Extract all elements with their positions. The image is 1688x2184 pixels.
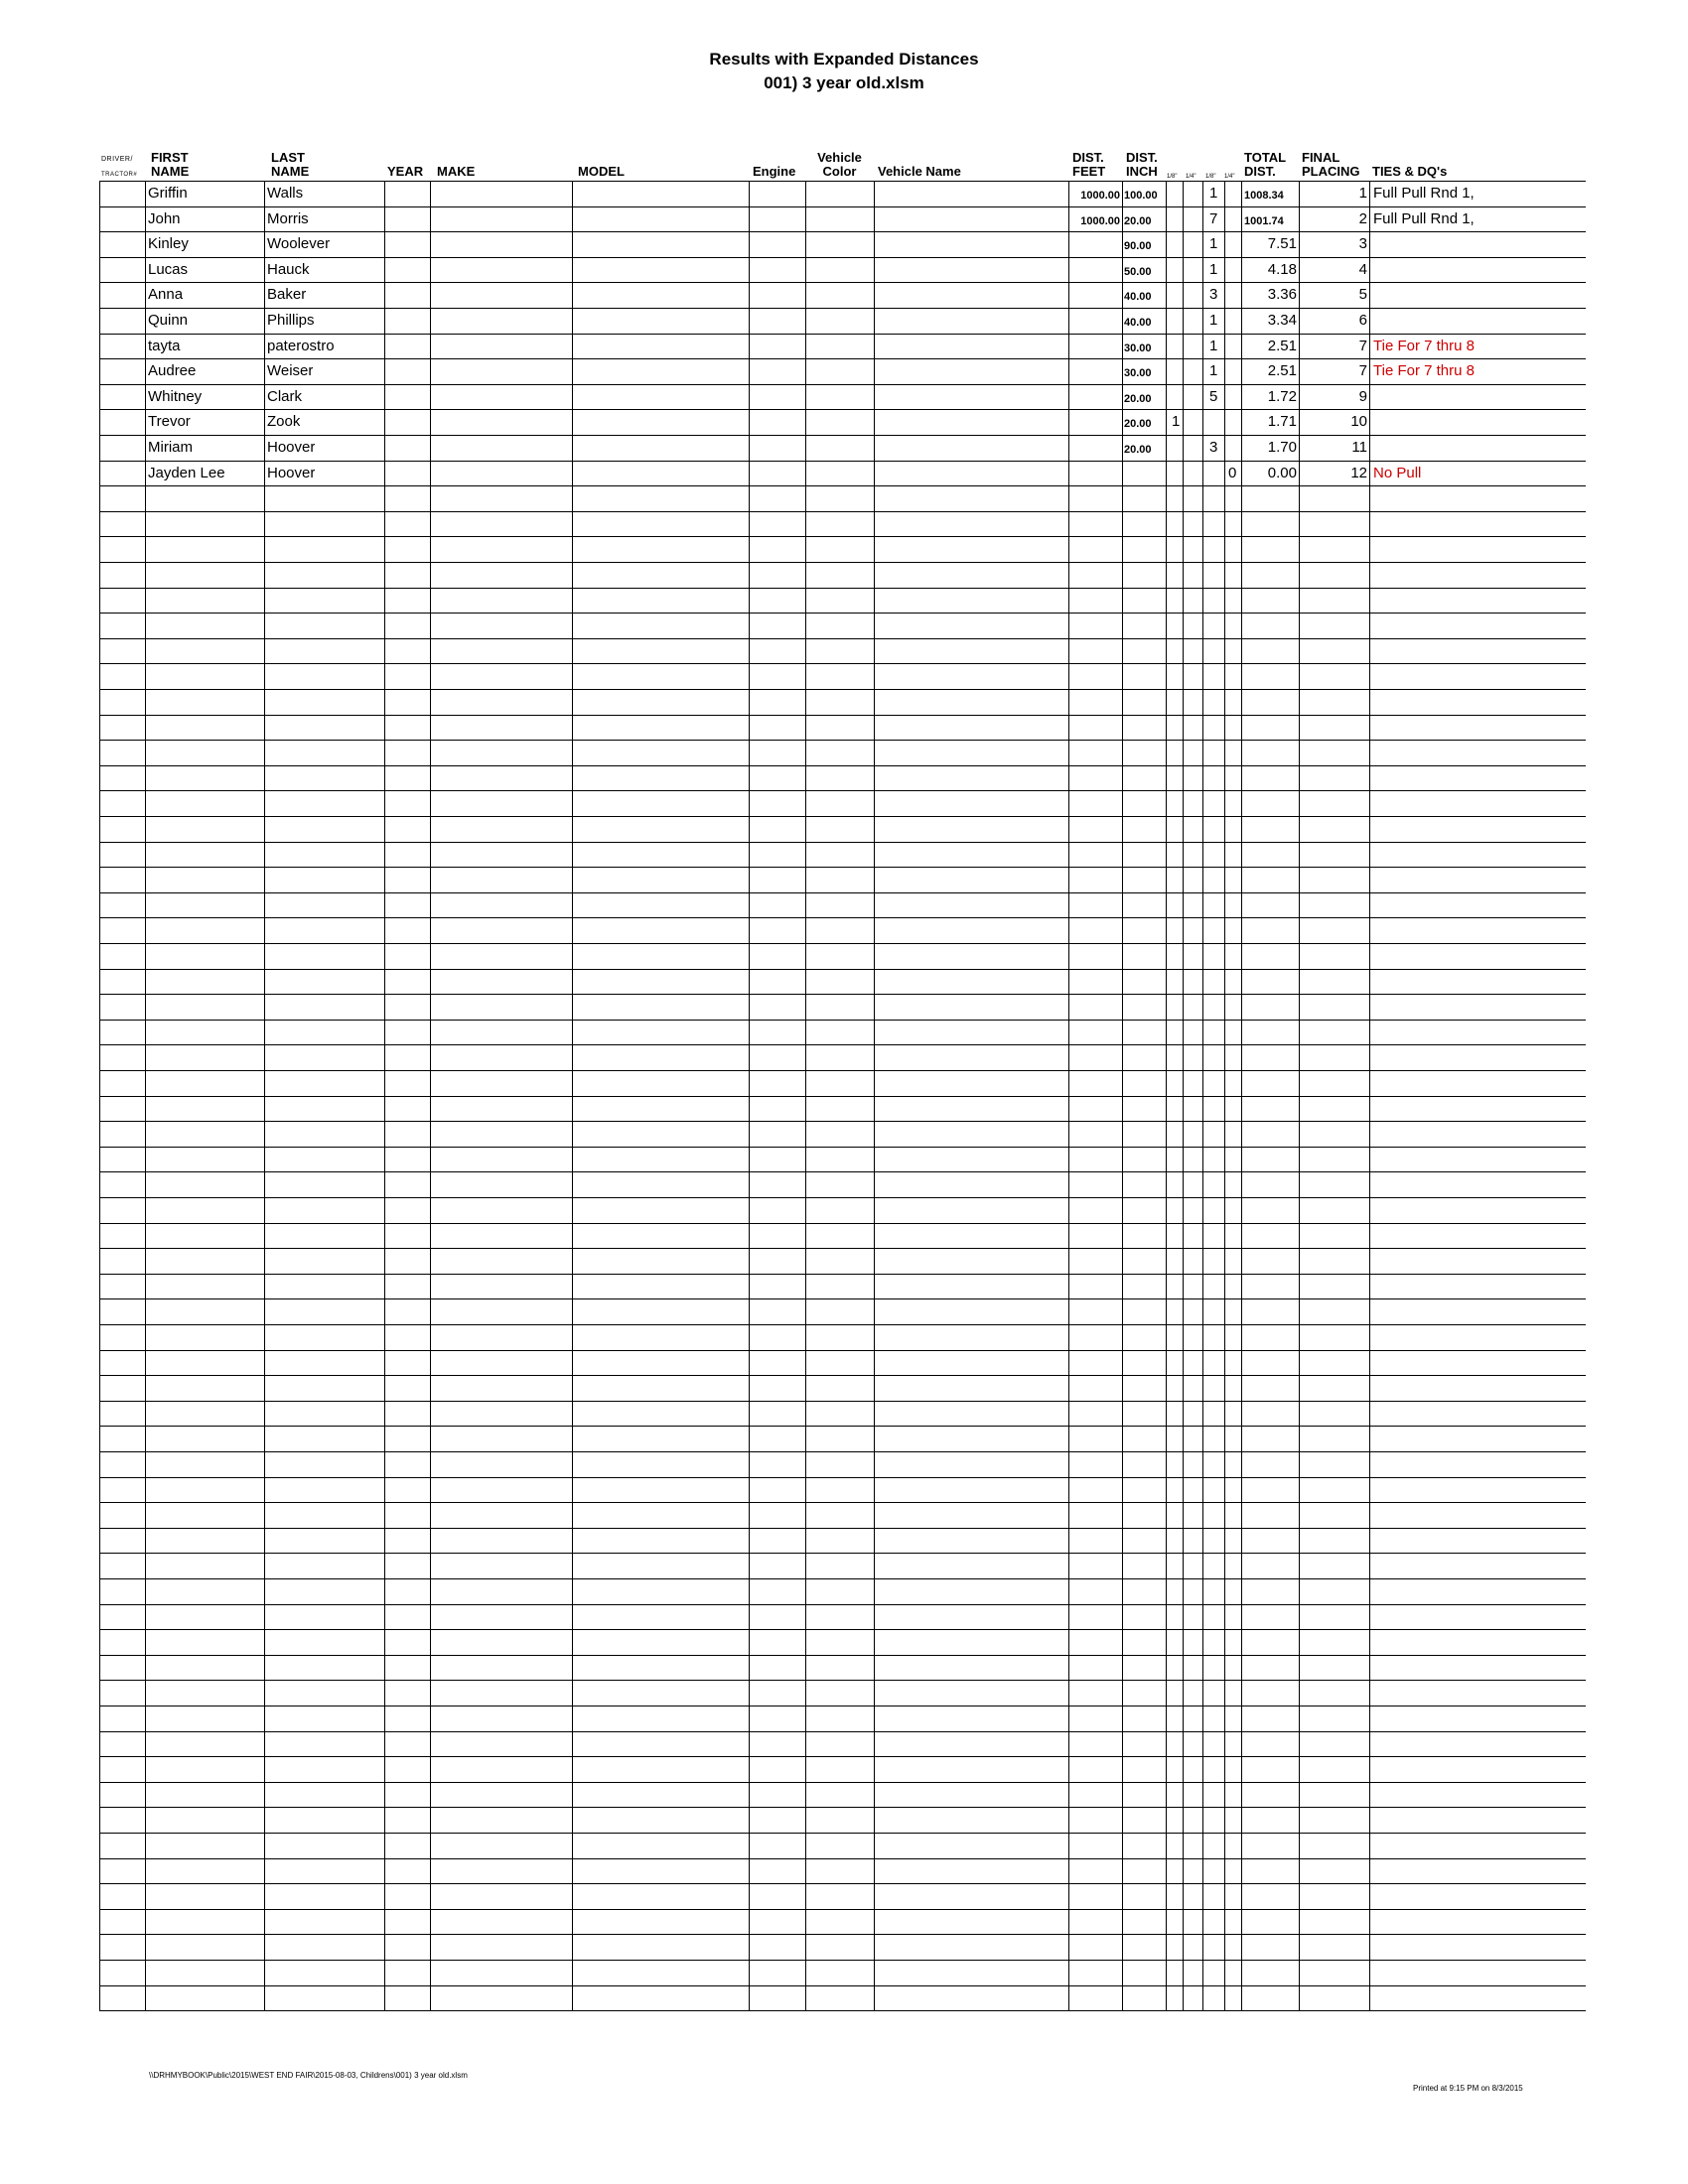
row-divider — [99, 1020, 1586, 1021]
column-divider — [1224, 181, 1225, 2010]
fraction-cell: 1 — [1209, 260, 1218, 278]
row-divider — [99, 231, 1586, 232]
dist-inch-cell: 40.00 — [1124, 317, 1152, 329]
last-name-cell: Hoover — [267, 439, 316, 456]
row-divider — [99, 943, 1586, 944]
total-dist-cell: 0.00 — [1267, 464, 1297, 481]
row-divider — [99, 1680, 1586, 1681]
row-divider — [99, 816, 1586, 817]
total-dist-cell: 3.36 — [1267, 286, 1297, 304]
fraction-cell: 1 — [1209, 312, 1218, 329]
row-divider — [99, 1451, 1586, 1452]
row-divider — [99, 892, 1586, 893]
row-divider — [99, 994, 1586, 995]
row-divider — [99, 461, 1586, 462]
row-divider — [99, 435, 1586, 436]
ties-dqs-cell: No Pull — [1373, 464, 1422, 481]
row-divider — [99, 1401, 1586, 1402]
row-divider — [99, 308, 1586, 309]
dist-feet-cell: 1000.00 — [1080, 190, 1120, 202]
column-divider — [805, 181, 806, 2010]
total-dist-cell: 1.71 — [1267, 413, 1297, 431]
total-dist-cell: 1.72 — [1267, 387, 1297, 405]
first-name-cell: Whitney — [148, 387, 203, 405]
total-dist-cell: 4.18 — [1267, 260, 1297, 278]
row-divider — [99, 715, 1586, 716]
column-divider — [1166, 181, 1167, 2010]
row-divider — [99, 358, 1586, 359]
dist-inch-cell: 20.00 — [1124, 392, 1152, 405]
header-driver-tractor: DRIVER/ — [101, 156, 133, 163]
row-divider — [99, 1350, 1586, 1351]
column-divider — [572, 181, 573, 2010]
header-fraction: 1/8" — [1205, 174, 1216, 180]
total-dist-cell: 3.34 — [1267, 312, 1297, 329]
dist-feet-cell: 1000.00 — [1080, 214, 1120, 227]
ties-dqs-cell: Full Pull Rnd 1, — [1373, 209, 1475, 227]
fraction-cell: 1 — [1209, 362, 1218, 380]
row-divider — [99, 206, 1586, 207]
total-dist-cell: 1001.74 — [1244, 214, 1284, 227]
header-fraction: 1/4" — [1186, 174, 1196, 180]
row-divider — [99, 2010, 1586, 2011]
header-engine: Engine — [753, 164, 796, 179]
header-ties-dqs: TIES & DQ's — [1372, 164, 1448, 179]
row-divider — [99, 1960, 1586, 1961]
final-placing-cell: 5 — [1358, 286, 1367, 304]
row-divider — [99, 1298, 1586, 1299]
row-divider — [99, 1858, 1586, 1859]
row-divider — [99, 1985, 1586, 1986]
row-divider — [99, 1756, 1586, 1757]
final-placing-cell: 7 — [1358, 362, 1367, 380]
fraction-cell: 7 — [1209, 209, 1218, 227]
row-divider — [99, 1324, 1586, 1325]
dist-inch-cell: 30.00 — [1124, 341, 1152, 354]
column-divider — [1122, 181, 1123, 2010]
first-name-cell: Audree — [148, 362, 197, 380]
ties-dqs-cell: Tie For 7 thru 8 — [1373, 337, 1475, 354]
row-divider — [99, 511, 1586, 512]
first-name-cell: Kinley — [148, 235, 189, 253]
row-divider — [99, 867, 1586, 868]
dist-inch-cell: 50.00 — [1124, 265, 1152, 278]
fraction-cell: 3 — [1209, 286, 1218, 304]
header-fraction: 1/8" — [1167, 174, 1178, 180]
row-divider — [99, 257, 1586, 258]
header-first-name: FIRST — [151, 150, 189, 165]
total-dist-cell: 2.51 — [1267, 362, 1297, 380]
row-divider — [99, 282, 1586, 283]
last-name-cell: Woolever — [267, 235, 331, 253]
print-timestamp: Printed at 9:15 PM on 8/3/2015 — [1413, 2084, 1523, 2093]
row-divider — [99, 740, 1586, 741]
row-divider — [99, 969, 1586, 970]
first-name-cell: Quinn — [148, 312, 189, 329]
row-divider — [99, 1629, 1586, 1630]
header-year: YEAR — [387, 164, 424, 179]
row-divider — [99, 1070, 1586, 1071]
column-divider — [384, 181, 385, 2010]
first-name-cell: tayta — [148, 337, 181, 354]
row-divider — [99, 1731, 1586, 1732]
header-final-placing: PLACING — [1302, 164, 1360, 179]
row-divider — [99, 765, 1586, 766]
column-divider — [749, 181, 750, 2010]
final-placing-cell: 9 — [1358, 387, 1367, 405]
row-divider — [99, 1782, 1586, 1783]
row-divider — [99, 1553, 1586, 1554]
dist-inch-cell: 20.00 — [1124, 444, 1152, 456]
row-divider — [99, 1578, 1586, 1579]
fraction-cell: 1 — [1209, 235, 1218, 253]
final-placing-cell: 7 — [1358, 337, 1367, 354]
final-placing-cell: 2 — [1358, 209, 1367, 227]
final-placing-cell: 12 — [1350, 464, 1367, 481]
fraction-cell: 1 — [1209, 185, 1218, 202]
row-divider — [99, 689, 1586, 690]
last-name-cell: Phillips — [267, 312, 315, 329]
row-divider — [99, 1197, 1586, 1198]
column-divider — [99, 181, 100, 2010]
file-path: \\DRHMYBOOK\Public\2015\WEST END FAIR\2015-08-03, Childrens\001) 3 year old.xlsm — [149, 2071, 468, 2080]
row-divider — [99, 1375, 1586, 1376]
row-divider — [99, 1909, 1586, 1910]
last-name-cell: Hoover — [267, 464, 316, 481]
header-total-dist: TOTAL — [1244, 150, 1287, 165]
header-dist-feet: DIST. — [1072, 150, 1104, 165]
row-divider — [99, 1121, 1586, 1122]
row-divider — [99, 1147, 1586, 1148]
header-dist-inch: DIST. — [1126, 150, 1158, 165]
last-name-cell: paterostro — [267, 337, 335, 354]
first-name-cell: Miriam — [148, 439, 193, 456]
row-divider — [99, 181, 1586, 182]
header-make: MAKE — [437, 164, 476, 179]
total-dist-cell: 2.51 — [1267, 337, 1297, 354]
final-placing-cell: 3 — [1358, 235, 1367, 253]
row-divider — [99, 1426, 1586, 1427]
last-name-cell: Walls — [267, 185, 304, 202]
row-divider — [99, 1223, 1586, 1224]
row-divider — [99, 1248, 1586, 1249]
dist-inch-cell: 20.00 — [1124, 418, 1152, 431]
final-placing-cell: 6 — [1358, 312, 1367, 329]
ties-dqs-cell: Tie For 7 thru 8 — [1373, 362, 1475, 380]
header-first-name: NAME — [151, 164, 190, 179]
first-name-cell: John — [148, 209, 181, 227]
header-vehicle-color: Color — [822, 164, 857, 179]
header-final-placing: FINAL — [1302, 150, 1340, 165]
row-divider — [99, 384, 1586, 385]
column-divider — [1202, 181, 1203, 2010]
final-placing-cell: 1 — [1358, 185, 1367, 202]
row-divider — [99, 663, 1586, 664]
row-divider — [99, 1604, 1586, 1605]
last-name-cell: Clark — [267, 387, 303, 405]
total-dist-cell: 1008.34 — [1244, 190, 1284, 202]
row-divider — [99, 334, 1586, 335]
dist-inch-cell: 40.00 — [1124, 291, 1152, 304]
column-divider — [264, 181, 265, 2010]
final-placing-cell: 11 — [1351, 439, 1367, 456]
last-name-cell: Baker — [267, 286, 307, 304]
document-title: Results with Expanded Distances — [709, 50, 979, 68]
row-divider — [99, 1934, 1586, 1935]
row-divider — [99, 842, 1586, 843]
column-divider — [1068, 181, 1069, 2010]
row-divider — [99, 1096, 1586, 1097]
column-divider — [430, 181, 431, 2010]
header-total-dist: DIST. — [1244, 164, 1276, 179]
column-divider — [1369, 181, 1370, 2010]
header-fraction: 1/4" — [1224, 174, 1235, 180]
row-divider — [99, 485, 1586, 486]
final-placing-cell: 10 — [1350, 413, 1367, 431]
row-divider — [99, 1044, 1586, 1045]
last-name-cell: Hauck — [267, 260, 310, 278]
header-dist-inch: INCH — [1126, 164, 1158, 179]
header-dist-feet: FEET — [1072, 164, 1106, 179]
dist-inch-cell: 20.00 — [1124, 214, 1152, 227]
header-vehicle-name: Vehicle Name — [878, 164, 961, 179]
column-divider — [145, 181, 146, 2010]
row-divider — [99, 409, 1586, 410]
row-divider — [99, 588, 1586, 589]
row-divider — [99, 562, 1586, 563]
dist-inch-cell: 90.00 — [1124, 240, 1152, 253]
header-last-name: NAME — [271, 164, 310, 179]
first-name-cell: Griffin — [148, 185, 188, 202]
first-name-cell: Trevor — [148, 413, 191, 431]
row-divider — [99, 1502, 1586, 1503]
header-last-name: LAST — [271, 150, 305, 165]
final-placing-cell: 4 — [1358, 260, 1367, 278]
row-divider — [99, 1807, 1586, 1808]
column-divider — [874, 181, 875, 2010]
dist-inch-cell: 100.00 — [1124, 190, 1158, 202]
total-dist-cell: 7.51 — [1267, 235, 1297, 253]
fraction-cell: 1 — [1172, 413, 1181, 431]
header-vehicle-color: Vehicle — [817, 150, 862, 165]
first-name-cell: Anna — [148, 286, 184, 304]
dist-inch-cell: 30.00 — [1124, 367, 1152, 380]
row-divider — [99, 1528, 1586, 1529]
first-name-cell: Jayden Lee — [148, 464, 225, 481]
document-subtitle: 001) 3 year old.xlsm — [764, 73, 924, 92]
fraction-cell: 3 — [1209, 439, 1218, 456]
column-divider — [1183, 181, 1184, 2010]
header-driver-tractor: TRACTOR# — [101, 172, 138, 178]
fraction-cell: 5 — [1209, 387, 1218, 405]
row-divider — [99, 1274, 1586, 1275]
row-divider — [99, 1883, 1586, 1884]
fraction-cell: 1 — [1209, 337, 1218, 354]
row-divider — [99, 536, 1586, 537]
row-divider — [99, 917, 1586, 918]
row-divider — [99, 638, 1586, 639]
header-model: MODEL — [578, 164, 625, 179]
total-dist-cell: 1.70 — [1267, 439, 1297, 456]
row-divider — [99, 1833, 1586, 1834]
last-name-cell: Morris — [267, 209, 309, 227]
first-name-cell: Lucas — [148, 260, 189, 278]
row-divider — [99, 1171, 1586, 1172]
row-divider — [99, 613, 1586, 614]
last-name-cell: Zook — [267, 413, 301, 431]
row-divider — [99, 790, 1586, 791]
fraction-cell: 0 — [1228, 464, 1237, 481]
last-name-cell: Weiser — [267, 362, 314, 380]
row-divider — [99, 1477, 1586, 1478]
ties-dqs-cell: Full Pull Rnd 1, — [1373, 185, 1475, 202]
row-divider — [99, 1655, 1586, 1656]
